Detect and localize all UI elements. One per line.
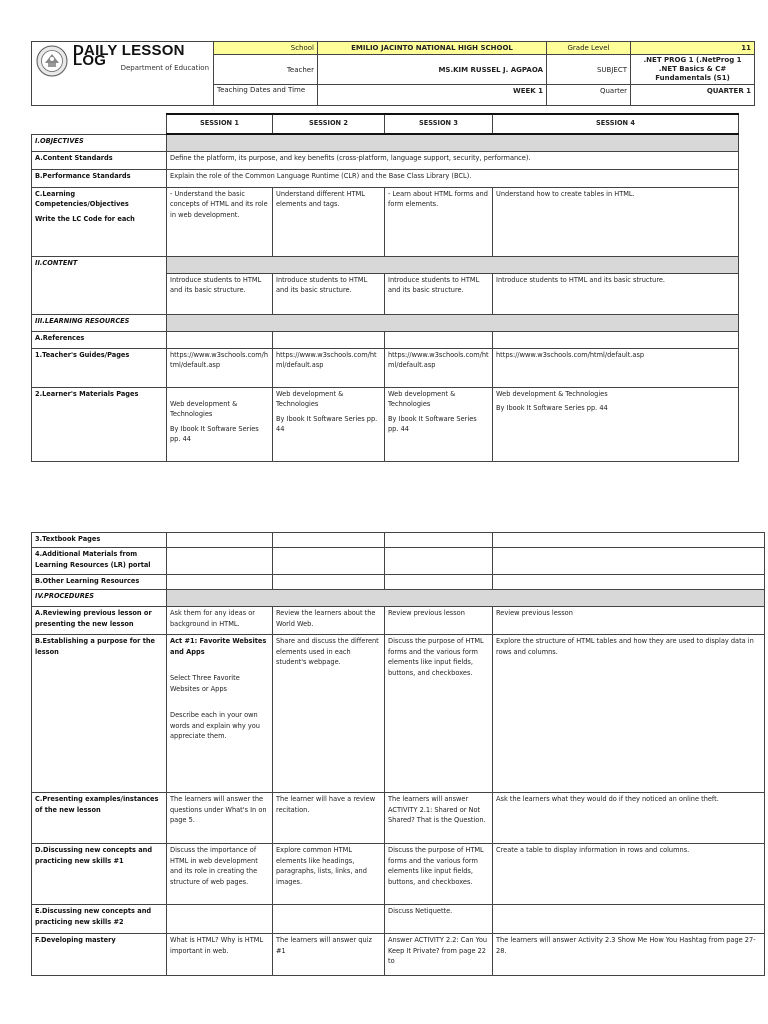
teachers-guides-s4: https://www.w3schools.com/html/default.asp <box>493 348 739 387</box>
presenting-s3: The learners will answer ACTIVITY 2.1: Shared or Not Shared? That is the Question. <box>385 793 493 844</box>
presenting-s2: The learner will have a review recitation. <box>273 793 385 844</box>
competencies-s4: Understand how to create tables in HTML. <box>493 187 739 256</box>
teacher-value: MS.KIM RUSSEL J. AGPAOA <box>318 55 547 85</box>
lm-s4-title: Web development & Technologies <box>496 389 608 398</box>
teachers-guides-s2: https://www.w3schools.com/html/default.asp <box>273 348 385 387</box>
discussing-1-s1: Discuss the importance of HTML in web development and its role in creating the structure of web pages. <box>167 844 273 905</box>
lm-s2-byline: By Ibook It Software Series pp. 44 <box>276 414 378 433</box>
document-title: DAILY LESSON LOG <box>73 42 185 69</box>
lesson-table-2 <box>31 532 765 976</box>
purpose-s1-select: Select Three Favorite Websites or Apps <box>170 674 240 693</box>
mastery-s3: Answer ACTIVITY 2.2: Can You Keep It Private? from page 22 to <box>385 934 493 976</box>
learners-materials-s3 <box>385 387 493 461</box>
competencies-s1: - Understand the basic concepts of HTML and its role in web development. <box>167 187 273 256</box>
session-3-header: SESSION 3 <box>385 114 493 134</box>
competencies-label <box>32 187 167 256</box>
lm-s4-byline: By Ibook It Software Series pp. 44 <box>496 404 608 412</box>
content-s1: Introduce students to HTML and its basic structure. <box>167 273 273 314</box>
objectives-heading: I.OBJECTIVES <box>32 134 167 151</box>
learners-materials-s4 <box>493 387 739 461</box>
discussing-1-s4: Create a table to display information in rows and columns. <box>493 844 765 905</box>
lm-s1-title: Web development & Technologies <box>170 399 238 418</box>
quarter-label: Quarter <box>547 85 631 106</box>
subject-label: SUBJECT <box>547 55 631 85</box>
session-header-row <box>32 114 739 134</box>
content-standards-text: Define the platform, its purpose, and key benefits (cross-platform, language support, security, performance). <box>167 151 739 169</box>
week-value: WEEK 1 <box>318 85 547 106</box>
performance-standards-text: Explain the role of the Common Language Runtime (CLR) and the Base Class Library (BCL). <box>167 169 739 187</box>
subject-value: .NET PROG 1 (.NetProg 1 .NET Basics & C# Fundamentals (S1) <box>631 55 755 85</box>
mastery-s4: The learners will answer Activity 2.3 Show Me How You Hashtag from page 27-28. <box>493 934 765 976</box>
mastery-label: F.Developing mastery <box>32 934 167 976</box>
purpose-s1-describe: Describe each in your own words and explain why you appreciate them. <box>170 711 260 740</box>
discussing-2-s3: Discuss Netiquette. <box>385 905 493 934</box>
dates-label: Teaching Dates and Time <box>214 85 318 106</box>
discussing-1-s3: Discuss the purpose of HTML forms and the various form elements like input fields, buttons, and checkboxes. <box>385 844 493 905</box>
lesson-table-1 <box>31 113 739 462</box>
purpose-label: B.Establishing a purpose for the lesson <box>32 635 167 793</box>
lm-s3-title: Web development & Technologies <box>388 389 456 408</box>
learners-materials-s1 <box>167 387 273 461</box>
lm-s3-byline: By Ibook It Software Series pp. 44 <box>388 414 477 433</box>
textbook-label: 3.Textbook Pages <box>32 533 167 548</box>
purpose-s2: Share and discuss the different elements used in each student's webpage. <box>273 635 385 793</box>
presenting-s1: The learners will answer the questions under What's In on page 5. <box>167 793 273 844</box>
learners-materials-label: 2.Learner's Materials Pages <box>32 387 167 461</box>
reviewing-s3: Review previous lesson <box>385 607 493 635</box>
school-label: School <box>214 42 318 55</box>
teachers-guides-s1: https://www.w3schools.com/html/default.asp <box>167 348 273 387</box>
competencies-label-text: C.Learning Competencies/Objectives <box>35 189 129 208</box>
lm-s2-title: Web development & Technologies <box>276 389 344 408</box>
quarter-value: QUARTER 1 <box>631 85 755 106</box>
content-s3: Introduce students to HTML and its basic structure. <box>385 273 493 314</box>
grade-value: 11 <box>631 42 755 55</box>
purpose-s4: Explore the structure of HTML tables and how they are used to display data in rows and columns. <box>493 635 765 793</box>
other-resources-label: B.Other Learning Resources <box>32 575 167 590</box>
learners-materials-s2 <box>273 387 385 461</box>
presenting-label: C.Presenting examples/instances of the new lesson <box>32 793 167 844</box>
lc-code-note: Write the LC Code for each <box>35 214 135 223</box>
purpose-s3: Discuss the purpose of HTML forms and the various form elements like input fields, buttons, and checkboxes. <box>385 635 493 793</box>
performance-standards-label: B.Performance Standards <box>32 169 167 187</box>
department-name: Department of Education <box>120 64 209 72</box>
presenting-s4: Ask the learners what they would do if they noticed an online theft. <box>493 793 765 844</box>
grade-label: Grade Level <box>547 42 631 55</box>
session-4-header: SESSION 4 <box>493 114 739 134</box>
session-1-header: SESSION 1 <box>167 114 273 134</box>
competencies-s2: Understand different HTML elements and tags. <box>273 187 385 256</box>
content-s4: Introduce students to HTML and its basic structure. <box>493 273 739 314</box>
mastery-s1: What is HTML? Why is HTML important in web. <box>167 934 273 976</box>
content-standards-label: A.Content Standards <box>32 151 167 169</box>
mastery-s2: The learners will answer quiz #1 <box>273 934 385 976</box>
reviewing-s1: Ask them for any ideas or background in HTML. <box>167 607 273 635</box>
school-value: EMILIO JACINTO NATIONAL HIGH SCHOOL <box>318 42 547 55</box>
learning-resources-heading: III.LEARNING RESOURCES <box>32 314 167 331</box>
purpose-s1 <box>167 635 273 793</box>
session-2-header: SESSION 2 <box>273 114 385 134</box>
reviewing-s2: Review the learners about the World Web. <box>273 607 385 635</box>
teachers-guides-s3: https://www.w3schools.com/html/default.asp <box>385 348 493 387</box>
discussing-1-label: D.Discussing new concepts and practicing new skills #1 <box>32 844 167 905</box>
procedures-heading: IV.PROCEDURES <box>32 590 167 607</box>
discussing-2-label: E.Discussing new concepts and practicing new skills #2 <box>32 905 167 934</box>
content-heading: II.CONTENT <box>32 256 167 314</box>
logo-cell <box>32 42 214 106</box>
purpose-s1-activity-title: Act #1: Favorite Websites and Apps <box>170 637 267 656</box>
teachers-guides-label: 1.Teacher's Guides/Pages <box>32 348 167 387</box>
discussing-1-s2: Explore common HTML elements like headings, paragraphs, lists, links, and images. <box>273 844 385 905</box>
header-table <box>31 41 755 106</box>
additional-materials-label: 4.Additional Materials from Learning Resources (LR) portal <box>32 548 167 575</box>
competencies-s3: - Learn about HTML forms and form elements. <box>385 187 493 256</box>
reviewing-label: A.Reviewing previous lesson or presenting the new lesson <box>32 607 167 635</box>
deped-seal-icon <box>36 45 68 77</box>
content-s2: Introduce students to HTML and its basic structure. <box>273 273 385 314</box>
references-label: A.References <box>32 331 167 348</box>
reviewing-s4: Review previous lesson <box>493 607 765 635</box>
teacher-label: Teacher <box>214 55 318 85</box>
lm-s1-byline: By Ibook It Software Series pp. 44 <box>170 424 259 443</box>
